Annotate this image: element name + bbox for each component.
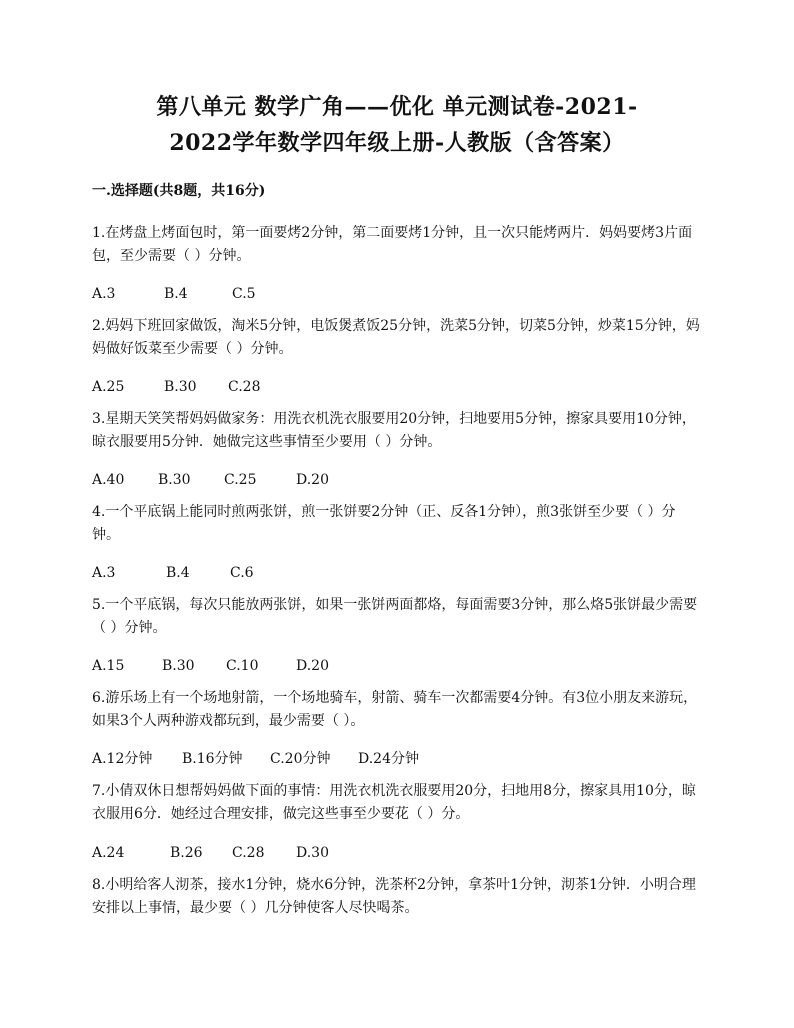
q6-option-b: B.16分钟 bbox=[182, 751, 243, 767]
q1-option-c: C.5 bbox=[232, 286, 256, 302]
q5-option-d: D.20 bbox=[296, 658, 329, 674]
section-heading: 一.选择题(共8题，共16分) bbox=[92, 183, 266, 199]
q3-option-b: B.30 bbox=[158, 472, 191, 488]
question-4-options bbox=[92, 563, 254, 583]
question-6: 6.游乐场上有一个场地射箭，一个场地骑车，射箭、骑车一次都需要4分钟。有3位小朋友来游玩，如果3个人两种游戏都玩到，最少需要（ ）。 bbox=[92, 690, 698, 729]
question-3: 3.星期天笑笑帮妈妈做家务：用洗衣机洗衣服要用20分钟，扫地要用5分钟，擦家具要用10分钟，晾衣服要用5分钟．她做完这些事情至少要用（ ）分钟。 bbox=[92, 411, 696, 450]
q7-option-c: C.28 bbox=[232, 845, 265, 861]
q4-option-a: A.3 bbox=[92, 565, 116, 581]
q3-option-d: D.20 bbox=[296, 472, 329, 488]
q7-option-b: B.26 bbox=[170, 845, 203, 861]
q5-option-b: B.30 bbox=[162, 658, 195, 674]
question-1: 1.在烤盘上烤面包时，第一面要烤2分钟，第二面要烤1分钟，且一次只能烤两片．妈妈要烤3片面包，至少需要（ ）分钟。 bbox=[92, 225, 693, 264]
question-7: 7.小倩双休日想帮妈妈做下面的事情：用洗衣机洗衣服要用20分，扫地用8分，擦家具用10分，晾衣服用6分．她经过合理安排，做完这些事至少要花（ ）分。 bbox=[92, 783, 696, 822]
question-1-options bbox=[92, 284, 256, 304]
q2-option-a: A.25 bbox=[92, 379, 125, 395]
q2-option-b: B.30 bbox=[164, 379, 197, 395]
question-5-options bbox=[92, 656, 329, 676]
page-title-line-1: 第八单元 数学广角——优化 单元测试卷-2021- bbox=[156, 94, 638, 120]
q6-option-a: A.12分钟 bbox=[92, 751, 153, 767]
q4-option-c: C.6 bbox=[230, 565, 254, 581]
question-7-options bbox=[92, 843, 329, 863]
q4-option-b: B.4 bbox=[166, 565, 190, 581]
question-8: 8.小明给客人沏茶，接水1分钟，烧水6分钟，洗茶杯2分钟，拿茶叶1分钟，沏茶1分钟．小明合理安排以上事情，最少要（ ）几分钟使客人尽快喝茶。 bbox=[92, 877, 696, 916]
q3-option-a: A.40 bbox=[92, 472, 125, 488]
q3-option-c: C.25 bbox=[224, 472, 257, 488]
question-2: 2.妈妈下班回家做饭，淘米5分钟，电饭煲煮饭25分钟，洗菜5分钟，切菜5分钟，炒菜15分钟，妈妈做好饭菜至少需要（ ）分钟。 bbox=[92, 318, 700, 357]
q7-option-d: D.30 bbox=[296, 845, 329, 861]
page-title-line-2: 2022学年数学四年级上册-人教版（含答案） bbox=[169, 130, 625, 156]
q5-option-a: A.15 bbox=[92, 658, 125, 674]
question-6-options bbox=[92, 749, 419, 769]
q2-option-c: C.28 bbox=[228, 379, 261, 395]
q5-option-c: C.10 bbox=[226, 658, 259, 674]
q1-option-a: A.3 bbox=[92, 286, 116, 302]
question-4: 4.一个平底锅上能同时煎两张饼，煎一张饼要2分钟（正、反各1分钟），煎3张饼至少要（ ）分钟。 bbox=[92, 504, 676, 543]
q1-option-b: B.4 bbox=[164, 286, 188, 302]
question-2-options bbox=[92, 377, 260, 397]
question-3-options bbox=[92, 470, 329, 490]
q7-option-a: A.24 bbox=[92, 845, 125, 861]
question-5: 5.一个平底锅，每次只能放两张饼，如果一张饼两面都烙，每面需要3分钟，那么烙5张饼最少需要（ ）分钟。 bbox=[92, 597, 698, 636]
q6-option-c: C.20分钟 bbox=[270, 751, 331, 767]
q6-option-d: D.24分钟 bbox=[358, 751, 419, 767]
